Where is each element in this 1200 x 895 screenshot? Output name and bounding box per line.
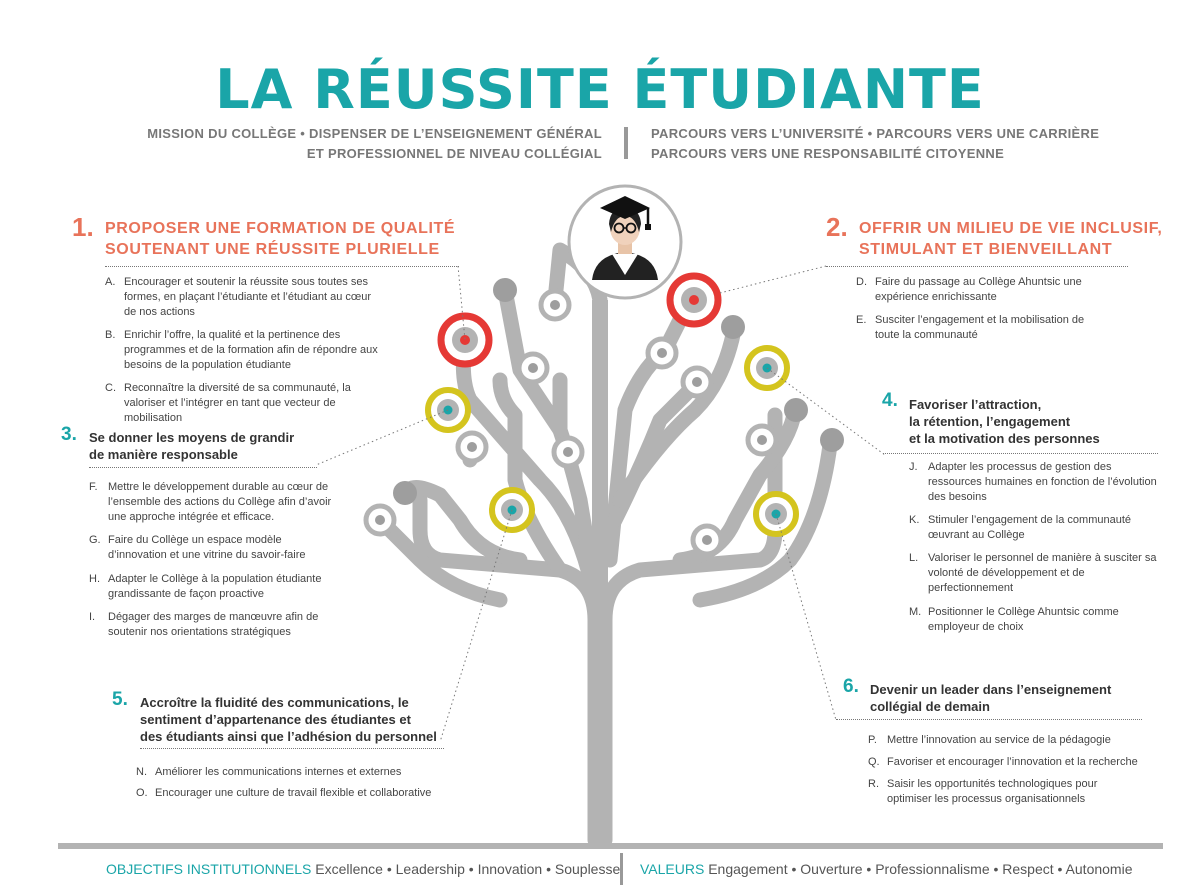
item-d-text: Faire du passage au Collège Ahuntsic une expérience enrichissante [875, 276, 1082, 303]
section-4-number: 4. [882, 390, 898, 411]
section-6-number: 6. [843, 676, 859, 697]
objectives-label: OBJECTIFS INSTITUTIONNELS [106, 861, 312, 877]
section-4-rule [883, 453, 1158, 454]
item-f [89, 480, 339, 525]
item-p-letter: P. [868, 734, 877, 746]
graduate-student-icon [569, 186, 681, 298]
item-b-text: Enrichir l’offre, la qualité et la pertinence des programmes et de la formation afin de répondre aux besoins de la population étudiante [124, 329, 378, 371]
item-i-text: Dégager des marges de manœuvre afin de soutenir nos orientations stratégiques [108, 611, 319, 638]
mission-right-line2: PARCOURS VERS UNE RESPONSABILITÉ CITOYENNE [651, 146, 1005, 161]
footer-values [640, 861, 1132, 877]
item-i-letter: I. [89, 611, 96, 623]
item-h [89, 572, 339, 602]
item-p-text: Mettre l’innovation au service de la pédagogie [887, 734, 1111, 746]
values-label: VALEURS [640, 861, 705, 877]
item-r-text: Saisir les opportunités technologiques pour optimiser les processus organisationnels [887, 778, 1098, 805]
item-j-text: Adapter les processus de gestion des ressources humaines en fonction de l’évolution des besoins [928, 461, 1157, 503]
item-h-letter: H. [89, 573, 100, 585]
section-5-number: 5. [112, 689, 128, 710]
item-m-letter: M. [909, 606, 922, 618]
section-6-title-line1: Devenir un leader dans l’enseignement [870, 682, 1112, 697]
section-3-title-line1: Se donner les moyens de grandir [89, 430, 295, 445]
item-g-letter: G. [89, 534, 101, 546]
item-e-letter: E. [856, 314, 867, 326]
item-r [868, 777, 1138, 807]
item-i [89, 610, 339, 640]
section-2-title-line2: STIMULANT ET BIENVEILLANT [859, 241, 1113, 258]
section-3-rule [89, 467, 317, 468]
mission-right-line1: PARCOURS VERS L’UNIVERSITÉ • PARCOURS VERS UNE CARRIÈRE [651, 126, 1100, 141]
section-5-title-line2: sentiment d’appartenance des étudiantes et [140, 712, 411, 727]
section-1-number: 1. [72, 212, 94, 242]
item-c-text: Reconnaître la diversité de sa communauté, la valoriser et l’intégrer en tant que vecteur de mobilisation [124, 382, 351, 424]
section-5-title [140, 694, 437, 745]
section-2-title-line1: OFFRIR UN MILIEU DE VIE INCLUSIF, [859, 220, 1163, 237]
item-l-letter: L. [909, 552, 919, 564]
item-n-letter: N. [136, 766, 147, 778]
item-q-text: Favoriser et encourager l’innovation et la recherche [887, 756, 1138, 768]
red-node-2 [670, 276, 718, 324]
item-n-text: Améliorer les communications internes et externes [155, 766, 402, 778]
section-1-rule [105, 266, 459, 267]
page-title: LA RÉUSSITE ÉTUDIANTE [215, 58, 985, 121]
item-p [868, 733, 1148, 748]
section-4-title-line3: et la motivation des personnes [909, 431, 1100, 446]
item-j [909, 460, 1164, 505]
mission-left [147, 124, 602, 164]
mission-left-line2: ET PROFESSIONNEL DE NIVEAU COLLÉGIAL [306, 146, 602, 161]
item-q-letter: Q. [868, 756, 880, 768]
item-k [909, 513, 1164, 543]
item-n [136, 765, 446, 780]
item-a-text: Encourager et soutenir la réussite sous toutes ses formes, en plaçant l’étudiante et l’étudiant au cœur de nos actions [124, 276, 372, 318]
item-f-letter: F. [89, 481, 98, 493]
section-2-number: 2. [826, 212, 848, 242]
item-o-letter: O. [136, 787, 148, 799]
section-4-title [909, 396, 1100, 447]
item-a [105, 275, 380, 320]
item-m [909, 605, 1164, 635]
objectives-values: Excellence • Leadership • Innovation • Souplesse [315, 861, 621, 877]
item-l [909, 551, 1164, 596]
item-g [89, 533, 339, 563]
item-o [136, 786, 456, 801]
section-5-rule [140, 748, 444, 749]
footer-objectives [106, 861, 620, 877]
item-k-text: Stimuler l’engagement de la communauté œuvrant au Collège [928, 514, 1132, 541]
item-m-text: Positionner le Collège Ahuntsic comme employeur de choix [928, 606, 1119, 633]
item-q [868, 755, 1158, 770]
section-1-title-line2: SOUTENANT UNE RÉUSSITE PLURIELLE [105, 241, 440, 258]
item-o-text: Encourager une culture de travail flexible et collaborative [155, 787, 432, 799]
section-2-title [859, 218, 1162, 260]
section-3-number: 3. [61, 424, 77, 445]
section-3-title [89, 429, 294, 463]
section-2-rule [826, 266, 1128, 267]
item-a-letter: A. [105, 276, 116, 288]
item-b-letter: B. [105, 329, 116, 341]
mission-left-line1: MISSION DU COLLÈGE • DISPENSER DE L’ENSEIGNEMENT GÉNÉRAL [147, 126, 602, 141]
item-e-text: Susciter l’engagement et la mobilisation de toute la communauté [875, 314, 1085, 341]
item-j-letter: J. [909, 461, 918, 473]
item-l-text: Valoriser le personnel de manière à susciter sa volonté de développement et de perfectionnement [928, 552, 1157, 594]
item-d-letter: D. [856, 276, 867, 288]
item-e [856, 313, 1086, 343]
section-5-title-line3: des étudiants ainsi que l’adhésion du personnel [140, 729, 437, 744]
section-3-title-line2: de manière responsable [89, 447, 238, 462]
section-1-title [105, 218, 455, 260]
footer-divider [620, 853, 623, 885]
section-5-title-line1: Accroître la fluidité des communications, le [140, 695, 409, 710]
item-k-letter: K. [909, 514, 920, 526]
mission-right [651, 124, 1099, 164]
red-node-1 [441, 316, 489, 364]
section-4-title-line2: la rétention, l’engagement [909, 414, 1071, 429]
item-g-text: Faire du Collège un espace modèle d’innovation et une vitrine du savoir-faire [108, 534, 306, 561]
item-c-letter: C. [105, 382, 116, 394]
section-1-title-line1: PROPOSER UNE FORMATION DE QUALITÉ [105, 220, 456, 237]
mission-divider [624, 127, 628, 159]
item-f-text: Mettre le développement durable au cœur de l’ensemble des actions du Collège afin d’avoir une approche intégrée et efficace. [108, 481, 332, 523]
section-6-rule [836, 719, 1142, 720]
ground-bar [58, 843, 1163, 849]
item-d [856, 275, 1086, 305]
values-list: Engagement • Ouverture • Professionnalisme • Respect • Autonomie [708, 861, 1133, 877]
section-6-title [870, 681, 1111, 715]
item-r-letter: R. [868, 778, 879, 790]
item-c [105, 381, 395, 426]
section-6-title-line2: collégial de demain [870, 699, 990, 714]
item-b [105, 328, 390, 373]
item-h-text: Adapter le Collège à la population étudiante grandissante de façon proactive [108, 573, 322, 600]
section-4-title-line1: Favoriser l’attraction, [909, 397, 1042, 412]
